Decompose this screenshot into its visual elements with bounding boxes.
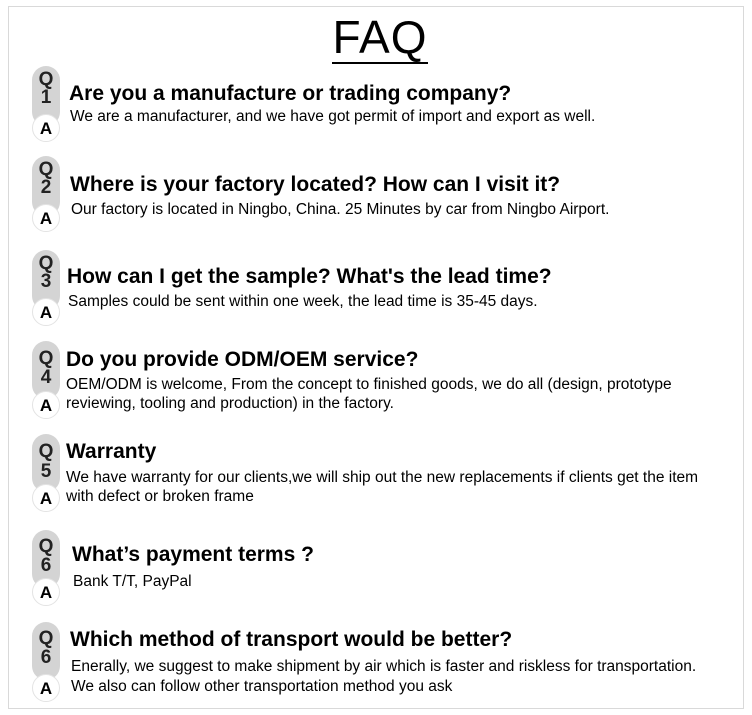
q-letter: Q [38,159,54,180]
faq-answer-line: We also can follow other transportation method you ask [71,678,453,695]
faq-question: Where is your factory located? How can I visit it? [70,173,561,196]
q-number: 5 [40,461,52,482]
faq-answer-line: We are a manufacturer, and we have got permit of import and export as well. [70,108,596,125]
answer-circle: A [32,674,60,702]
faq-question: Warranty [66,440,157,463]
faq-question: Are you a manufacture or trading company? [69,82,512,105]
answer-circle: A [32,298,60,326]
q-number: 4 [40,367,52,388]
faq-answer-line: Our factory is located in Ningbo, China. 25 Minutes by car from Ningbo Airport. [71,201,610,218]
faq-answer-line: We have warranty for our clients,we will ship out the new replacements if clients get the item [66,469,699,486]
faq-answer-line: with defect or broken frame [66,488,254,505]
answer-circle: A [32,114,60,142]
q-number: 3 [40,271,52,292]
faq-answer-line: reviewing, tooling and production) in the factory. [66,395,394,412]
answer-circle: A [32,484,60,512]
page-title: FAQ [332,11,428,63]
q-letter: Q [38,441,54,462]
q-letter: Q [38,69,54,90]
answer-circle: A [32,578,60,606]
q-number: 2 [40,177,52,198]
faq-answer-line: OEM/ODM is welcome, From the concept to finished goods, we do all (design, prototype [66,376,672,393]
faq-question: Do you provide ODM/OEM service? [66,348,419,371]
faq-answer-line: Samples could be sent within one week, the lead time is 35-45 days. [68,293,538,310]
q-number: 6 [40,647,52,668]
faq-question: Which method of transport would be better? [70,628,513,651]
faq-answer-line: Bank T/T, PayPal [73,573,192,590]
faq-answer-line: Enerally, we suggest to make shipment by air which is faster and riskless for transportation. [71,658,697,675]
q-letter: Q [38,348,54,369]
answer-circle: A [32,204,60,232]
q-letter: Q [38,253,54,274]
q-number: 1 [40,87,52,108]
q-letter: Q [38,536,54,557]
faq-question: What’s payment terms ? [72,543,314,566]
faq-question: How can I get the sample? What's the lead time? [67,265,552,288]
answer-circle: A [32,391,60,419]
q-letter: Q [38,628,54,649]
q-number: 6 [40,555,52,576]
